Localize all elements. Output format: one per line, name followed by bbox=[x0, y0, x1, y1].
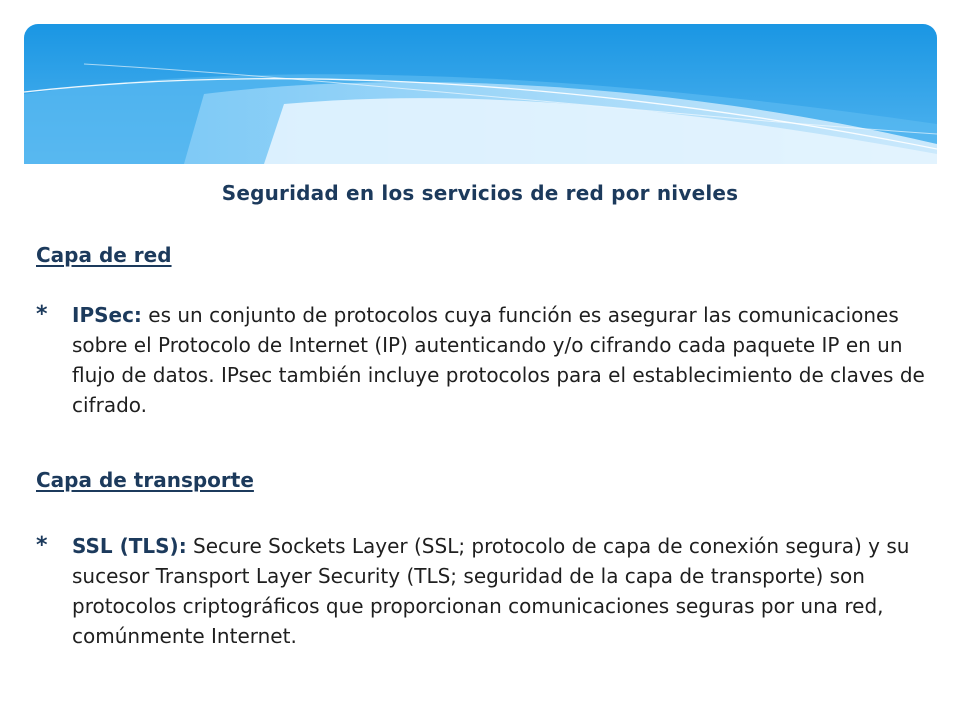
slide-title: Seguridad en los servicios de red por niveles bbox=[221, 181, 739, 205]
bullet-term: IPSec: bbox=[72, 303, 142, 327]
bullet-text bbox=[72, 300, 932, 420]
bullet-marker: * bbox=[36, 533, 48, 558]
bullet-term: SSL (TLS): bbox=[72, 534, 187, 558]
bullet-text bbox=[72, 531, 932, 651]
section-heading-transport-layer: Capa de transporte bbox=[36, 468, 254, 492]
section-heading-network-layer: Capa de red bbox=[36, 243, 172, 267]
banner-graphic bbox=[24, 24, 937, 164]
bullet-marker: * bbox=[36, 302, 48, 327]
header-banner bbox=[24, 24, 937, 164]
bullet-body: es un conjunto de protocolos cuya función es asegurar las comunicaciones sobre el Protocolo de Internet (IP) autenticando y/o cifrando cada paquete IP en un flujo de datos. IPsec también incluye protocolos para el establecimiento de claves de cifrado. bbox=[72, 303, 925, 417]
bullet-body: Secure Sockets Layer (SSL; protocolo de capa de conexión segura) y su sucesor Transport Layer Security (TLS; seguridad de la capa de transporte) son protocolos criptográficos que proporcionan comunicaciones seguras por una red, comúnmente Internet. bbox=[72, 534, 910, 648]
